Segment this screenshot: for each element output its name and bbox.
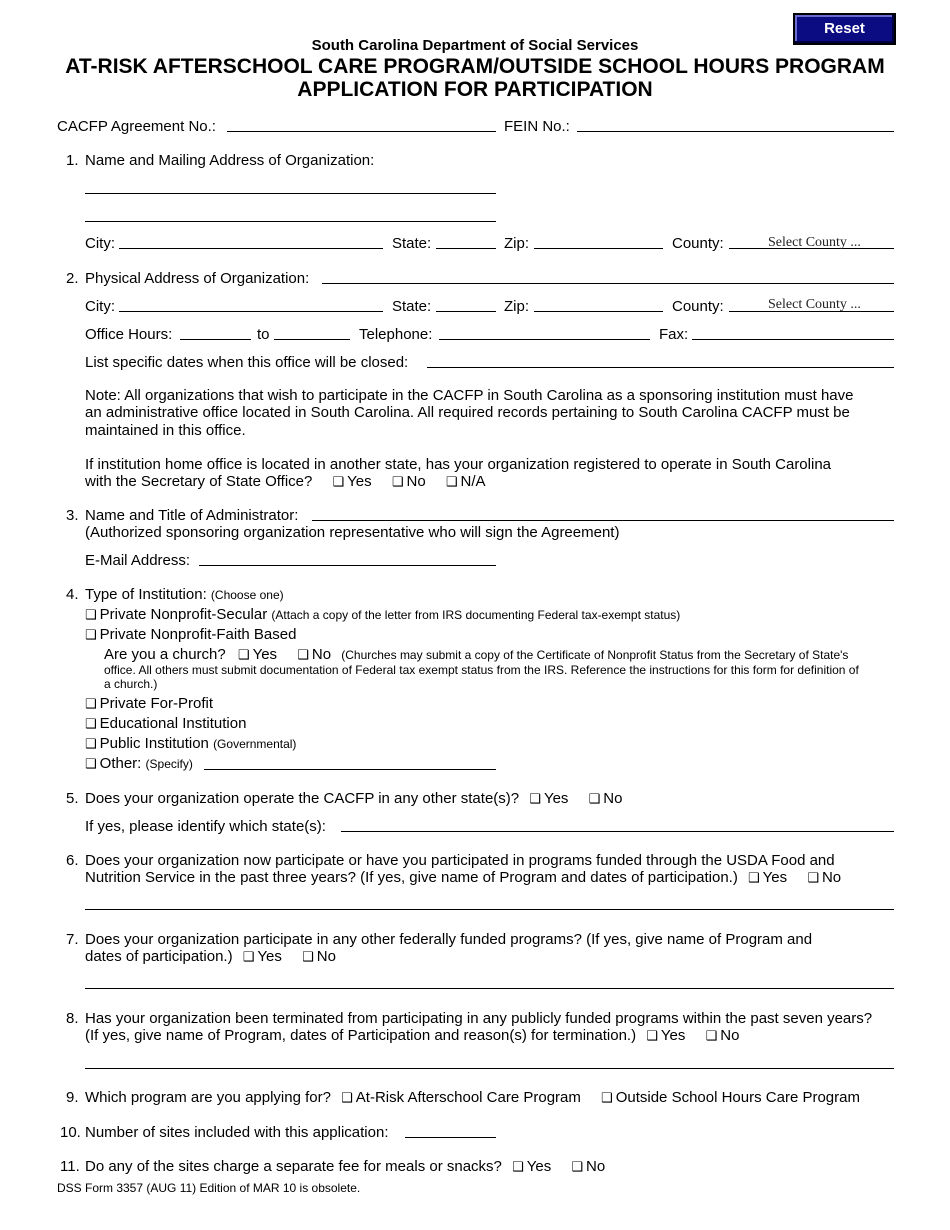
- s3-number: 3.: [66, 507, 79, 524]
- s4-number: 4.: [66, 586, 79, 603]
- s2-county-select[interactable]: Select County ...: [768, 297, 861, 312]
- s7-yes-option[interactable]: ❑ Yes: [242, 948, 282, 965]
- s1-state-input[interactable]: [436, 248, 496, 249]
- physical-address-input[interactable]: [322, 283, 894, 284]
- cacfp-agreement-label: CACFP Agreement No.:: [57, 118, 216, 135]
- s7-no-option[interactable]: ❑ No: [302, 948, 336, 965]
- checkbox-icon: ❑: [297, 648, 309, 663]
- s9-option-atrisk[interactable]: ❑ At-Risk Afterschool Care Program: [341, 1089, 581, 1106]
- agency-name: South Carolina Department of Social Services: [311, 37, 639, 54]
- s1-city-input[interactable]: [119, 248, 383, 249]
- checkbox-icon: ❑: [85, 697, 97, 712]
- checkbox-icon: ❑: [85, 717, 97, 732]
- s6-details-input[interactable]: [85, 909, 894, 910]
- office-hours-to-label: to: [257, 326, 270, 343]
- church-note-line2: office. All others must submit documentation of Federal tax exempt status from the IRS. Reference the instructions for this form for definition of: [104, 663, 859, 677]
- s5-yes-option[interactable]: ❑ Yes: [529, 790, 569, 807]
- s7-details-input[interactable]: [85, 988, 894, 989]
- s1-city-label: City:: [85, 235, 115, 252]
- email-label: E-Mail Address:: [85, 552, 191, 569]
- reset-button[interactable]: Reset: [793, 13, 896, 45]
- s2-zip-label: Zip:: [504, 298, 530, 315]
- s7-number: 7.: [66, 931, 79, 948]
- institution-option-other[interactable]: ❑ Other: (Specify): [85, 755, 193, 772]
- closed-dates-input[interactable]: [427, 367, 894, 368]
- institution-option-faith[interactable]: ❑ Private Nonprofit-Faith Based: [85, 626, 297, 643]
- checkbox-icon: ❑: [85, 608, 97, 623]
- cacfp-agreement-input[interactable]: [227, 131, 496, 132]
- note-line1: Note: All organizations that wish to participate in the CACFP in South Carolina as a sponsoring institution must have: [85, 387, 854, 404]
- registered-na-option[interactable]: ❑ N/A: [445, 473, 486, 490]
- s11-yes-option[interactable]: ❑ Yes: [512, 1158, 552, 1175]
- institution-option-secular[interactable]: ❑ Private Nonprofit-Secular (Attach a copy of the letter from IRS documenting Federal tax-exempt status): [85, 606, 681, 623]
- s2-zip-input[interactable]: [534, 311, 663, 312]
- s1-county-label: County:: [672, 235, 724, 252]
- checkbox-icon: ❑: [391, 475, 404, 490]
- closed-dates-label: List specific dates when this office will be closed:: [85, 354, 409, 371]
- s3-label: Name and Title of Administrator:: [85, 507, 299, 524]
- email-input[interactable]: [199, 565, 496, 566]
- s5-number: 5.: [66, 790, 79, 807]
- office-hours-label: Office Hours:: [85, 326, 173, 343]
- checkbox-icon: ❑: [242, 950, 255, 965]
- s11-question: Do any of the sites charge a separate fee for meals or snacks? ❑ Yes ❑ No: [85, 1158, 606, 1175]
- church-question: Are you a church? ❑ Yes ❑ No (Churches may submit a copy of the Certificate of Nonprofit Status from the Secretary of State's: [104, 646, 849, 663]
- s2-label: Physical Address of Organization:: [85, 270, 310, 287]
- telephone-input[interactable]: [439, 339, 650, 340]
- institution-option-educational[interactable]: ❑ Educational Institution: [85, 715, 247, 732]
- checkbox-icon: ❑: [571, 1160, 584, 1175]
- telephone-label: Telephone:: [359, 326, 433, 343]
- s8-question-line1: Has your organization been terminated from participating in any publicly funded programs within the past seven years?: [85, 1010, 873, 1027]
- church-yes-option[interactable]: ❑ Yes: [237, 646, 278, 663]
- checkbox-icon: ❑: [302, 950, 314, 965]
- form-title: AT-RISK AFTERSCHOOL CARE PROGRAM/OUTSIDE SCHOOL HOURS PROGRAM: [65, 55, 885, 78]
- s7-question-line1: Does your organization participate in any other federally funded programs? (If yes, give name of Program and: [85, 931, 813, 948]
- s1-zip-label: Zip:: [504, 235, 530, 252]
- s1-zip-input[interactable]: [534, 248, 663, 249]
- s5-question: Does your organization operate the CACFP in any other state(s)? ❑ Yes ❑ No: [85, 790, 623, 807]
- office-hours-to-input[interactable]: [274, 339, 350, 340]
- s9-option-outside-school[interactable]: ❑ Outside School Hours Care Program: [601, 1089, 860, 1106]
- fax-input[interactable]: [692, 339, 894, 340]
- checkbox-icon: ❑: [332, 475, 345, 490]
- s5-states-input[interactable]: [341, 831, 894, 832]
- checkbox-icon: ❑: [341, 1091, 353, 1106]
- checkbox-icon: ❑: [237, 648, 250, 663]
- checkbox-icon: ❑: [807, 871, 819, 886]
- mailing-address-line2[interactable]: [85, 221, 496, 222]
- s2-number: 2.: [66, 270, 79, 287]
- administrator-input[interactable]: [312, 520, 894, 521]
- s2-city-label: City:: [85, 298, 115, 315]
- registered-question-line1: If institution home office is located in another state, has your organization registered to operate in South Carolina: [85, 456, 832, 473]
- checkbox-icon: ❑: [85, 628, 97, 643]
- institution-option-public[interactable]: ❑ Public Institution (Governmental): [85, 735, 297, 752]
- church-note-line3: a church.): [104, 677, 158, 691]
- institution-option-forprofit[interactable]: ❑ Private For-Profit: [85, 695, 214, 712]
- checkbox-icon: ❑: [85, 737, 97, 752]
- s1-state-label: State:: [392, 235, 432, 252]
- s5-identify-label: If yes, please identify which state(s):: [85, 818, 326, 835]
- s6-no-option[interactable]: ❑ No: [807, 869, 842, 886]
- fein-label: FEIN No.:: [504, 118, 570, 135]
- s8-yes-option[interactable]: ❑ Yes: [646, 1027, 686, 1044]
- form-footer: DSS Form 3357 (AUG 11) Edition of MAR 10 is obsolete.: [57, 1181, 361, 1195]
- s2-state-label: State:: [392, 298, 432, 315]
- s2-county-label: County:: [672, 298, 724, 315]
- s7-question-line2: dates of participation.) ❑ Yes ❑ No: [85, 948, 336, 965]
- fax-label: Fax:: [659, 326, 689, 343]
- s6-question-line1: Does your organization now participate or have you participated in programs funded through the USDA Food and: [85, 852, 835, 869]
- s11-no-option[interactable]: ❑ No: [571, 1158, 606, 1175]
- s3-sublabel: (Authorized sponsoring organization representative who will sign the Agreement): [85, 524, 620, 541]
- checkbox-icon: ❑: [588, 792, 601, 807]
- s10-label: Number of sites included with this application:: [85, 1124, 389, 1141]
- s4-label: Type of Institution: (Choose one): [85, 586, 284, 603]
- s6-question-line2: Nutrition Service in the past three years? (If yes, give name of Program and dates of participation.) ❑ Yes ❑ No: [85, 869, 842, 886]
- s2-city-input[interactable]: [119, 311, 383, 312]
- checkbox-icon: ❑: [85, 757, 97, 772]
- s6-yes-option[interactable]: ❑ Yes: [748, 869, 788, 886]
- note-line3: maintained in this office.: [85, 422, 246, 439]
- checkbox-icon: ❑: [445, 475, 458, 490]
- checkbox-icon: ❑: [646, 1029, 658, 1044]
- s9-question: Which program are you applying for? ❑ At-Risk Afterschool Care Program ❑ Outside School Hours Care Program: [85, 1089, 860, 1106]
- s8-details-input[interactable]: [85, 1068, 894, 1069]
- checkbox-icon: ❑: [529, 792, 541, 807]
- s10-number: 10.: [60, 1124, 81, 1141]
- registered-no-option[interactable]: ❑ No: [391, 473, 426, 490]
- checkbox-icon: ❑: [601, 1091, 613, 1106]
- s2-state-input[interactable]: [436, 311, 496, 312]
- registered-question-line2: with the Secretary of State Office? ❑ Yes ❑ No ❑ N/A: [85, 473, 486, 490]
- checkbox-icon: ❑: [512, 1160, 524, 1175]
- other-specify-input[interactable]: [204, 769, 496, 770]
- registered-yes-option[interactable]: ❑ Yes: [332, 473, 372, 490]
- mailing-address-line1[interactable]: [85, 193, 496, 194]
- s8-no-option[interactable]: ❑ No: [705, 1027, 740, 1044]
- number-of-sites-input[interactable]: [405, 1137, 496, 1138]
- office-hours-from-input[interactable]: [180, 339, 251, 340]
- s6-number: 6.: [66, 852, 79, 869]
- s11-number: 11.: [60, 1158, 80, 1175]
- note-line2: an administrative office located in South Carolina. All required records pertaining to South Carolina CACFP must be: [85, 404, 850, 421]
- s1-label: Name and Mailing Address of Organization:: [85, 152, 375, 169]
- s8-question-line2: (If yes, give name of Program, dates of Participation and reason(s) for termination.) ❑ Yes ❑ No: [85, 1027, 740, 1044]
- fein-input[interactable]: [577, 131, 894, 132]
- s9-number: 9.: [66, 1089, 79, 1106]
- checkbox-icon: ❑: [705, 1029, 718, 1044]
- church-no-option[interactable]: ❑ No: [297, 646, 332, 663]
- form-subtitle: APPLICATION FOR PARTICIPATION: [297, 78, 653, 101]
- s5-no-option[interactable]: ❑ No: [588, 790, 623, 807]
- s1-county-select[interactable]: Select County ...: [768, 235, 861, 250]
- s1-number: 1.: [66, 152, 79, 169]
- checkbox-icon: ❑: [748, 871, 760, 886]
- s8-number: 8.: [66, 1010, 79, 1027]
